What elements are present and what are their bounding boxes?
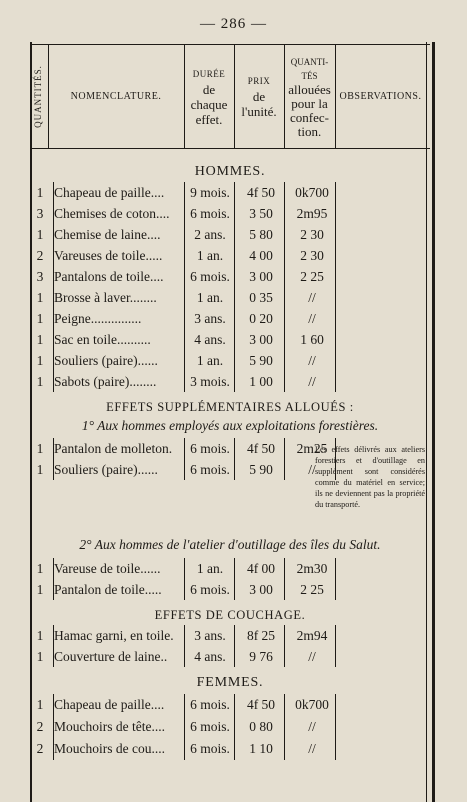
row-quantity: 1 <box>36 185 44 200</box>
header-prix-line: PRIX <box>247 76 271 86</box>
table-row <box>30 329 430 350</box>
header-quantites: QUANTITÉS. <box>32 65 43 128</box>
table-row <box>30 738 430 759</box>
header-prix <box>234 45 284 148</box>
row-quantity: 2 <box>36 741 44 756</box>
row-price: 4f 00 <box>246 561 276 576</box>
row-price: 0 20 <box>249 311 273 326</box>
row-quantity: 1 <box>36 697 44 712</box>
row-item-name: Pantalon de toile..... <box>54 582 162 597</box>
row-duration: 3 ans. <box>194 311 226 326</box>
section-title-hommes: HOMMES. <box>194 164 266 179</box>
row-duration: 6 mois. <box>190 697 230 712</box>
row-allocated: // <box>308 649 316 664</box>
row-allocated: // <box>308 741 316 756</box>
row-allocated: 2m94 <box>296 628 328 643</box>
row-duration: 6 mois. <box>190 269 230 284</box>
row-quantity: 2 <box>36 719 44 734</box>
header-alloc-line: confec- <box>290 109 329 125</box>
row-allocated: // <box>308 290 316 305</box>
header-quantites-allouees <box>284 45 335 148</box>
section-title-femmes: FEMMES. <box>196 675 264 690</box>
row-item-name: Vareuses de toile..... <box>54 248 163 263</box>
row-duration: 4 ans. <box>194 332 226 347</box>
row-duration: 3 mois. <box>190 374 230 389</box>
header-duree-line: effet. <box>195 111 223 127</box>
header-alloc-line: tion. <box>297 123 322 139</box>
row-quantity: 1 <box>36 582 44 597</box>
row-price: 4f 50 <box>246 441 276 456</box>
row-allocated: 2 30 <box>300 248 324 263</box>
row-duration: 6 mois. <box>190 582 230 597</box>
row-quantity: 1 <box>36 332 44 347</box>
header-duree <box>184 45 234 148</box>
table-row <box>30 579 430 600</box>
row-allocated: 2 25 <box>300 582 324 597</box>
table-row <box>30 625 430 646</box>
row-quantity: 2 <box>36 248 44 263</box>
row-item-name: Chapeau de paille.... <box>54 697 165 712</box>
row-item-name: Chapeau de paille.... <box>54 185 165 200</box>
row-item-name: Brosse à laver........ <box>54 290 157 305</box>
table-row <box>30 266 430 287</box>
row-allocated: 1 60 <box>300 332 324 347</box>
row-duration: 6 mois. <box>190 441 230 456</box>
table-row <box>30 245 430 266</box>
row-item-name: Vareuse de toile...... <box>54 561 161 576</box>
row-allocated: 2 30 <box>300 227 324 242</box>
row-duration: 4 ans. <box>194 649 226 664</box>
row-quantity: 1 <box>36 628 44 643</box>
row-item-name: Chemise de laine.... <box>54 227 161 242</box>
row-price: 9 76 <box>249 649 273 664</box>
row-price: 4 00 <box>249 248 273 263</box>
row-price: 3 50 <box>249 206 273 221</box>
row-allocated: // <box>308 374 316 389</box>
row-item-name: Couverture de laine.. <box>54 649 168 664</box>
row-price: 3 00 <box>249 582 273 597</box>
row-duration: 2 ans. <box>194 227 226 242</box>
row-allocated: // <box>308 719 316 734</box>
row-item-name: Pantalon de molleton. <box>54 441 173 456</box>
observation-note: Les effets délivrés aux ateliers forestiers et d'outillage en supplément sont considérés comme du matériel en service; ils ne deviennent pas la propriété du transporté. <box>315 445 425 509</box>
section-title-supplementaires: EFFETS SUPPLÉMENTAIRES ALLOUÉS : <box>106 400 354 414</box>
row-price: 1 10 <box>249 741 273 756</box>
row-duration: 6 mois. <box>190 206 230 221</box>
row-duration: 1 an. <box>196 561 224 576</box>
table-row <box>30 224 430 245</box>
row-price: 4f 50 <box>246 697 276 712</box>
section-title-couchage: EFFETS DE COUCHAGE. <box>154 608 306 622</box>
row-quantity: 1 <box>36 290 44 305</box>
row-duration: 1 an. <box>196 353 224 368</box>
row-quantity: 3 <box>36 269 44 284</box>
row-duration: 1 an. <box>196 290 224 305</box>
row-duration: 6 mois. <box>190 719 230 734</box>
header-alloc-line: pour la <box>291 95 328 111</box>
table-row <box>30 182 430 203</box>
row-quantity: 1 <box>36 227 44 242</box>
header-alloc-line: allouées <box>288 81 331 97</box>
header-duree-line: de <box>202 81 216 97</box>
row-item-name: Peigne............... <box>54 311 142 326</box>
row-price: 0 35 <box>249 290 273 305</box>
row-allocated: 2m95 <box>296 206 328 221</box>
row-duration: 3 ans. <box>194 628 226 643</box>
row-price: 5 90 <box>249 353 273 368</box>
header-alloc-line: TÉS <box>301 70 318 81</box>
row-item-name: Souliers (paire)...... <box>54 462 158 477</box>
row-price: 0 80 <box>249 719 273 734</box>
row-item-name: Mouchoirs de tête.... <box>54 719 165 734</box>
table-row <box>30 646 430 667</box>
row-quantity: 1 <box>36 561 44 576</box>
row-duration: 1 an. <box>196 248 224 263</box>
row-allocated: // <box>308 462 316 477</box>
row-price: 3 00 <box>249 332 273 347</box>
header-prix-line: de <box>252 89 266 104</box>
row-price: 8f 25 <box>246 628 276 643</box>
table-row <box>30 694 430 715</box>
row-item-name: Mouchoirs de cou.... <box>54 741 165 756</box>
row-duration: 9 mois. <box>190 185 230 200</box>
header-prix-line: l'unité. <box>241 104 277 119</box>
row-duration: 6 mois. <box>190 741 230 756</box>
row-allocated: 0k700 <box>295 185 329 200</box>
row-price: 3 00 <box>249 269 273 284</box>
row-price: 1 00 <box>249 374 273 389</box>
table-row <box>30 287 430 308</box>
header-nomenclature: NOMENCLATURE. <box>70 91 162 102</box>
row-allocated: 2 25 <box>300 269 324 284</box>
row-quantity: 1 <box>36 311 44 326</box>
subtitle-outillage: 2° Aux hommes de l'atelier d'outillage des îles du Salut. <box>79 537 381 552</box>
row-duration: 6 mois. <box>190 462 230 477</box>
table-row <box>30 308 430 329</box>
table-row <box>30 716 430 737</box>
row-quantity: 1 <box>36 441 44 456</box>
row-item-name: Sabots (paire)........ <box>54 374 157 389</box>
table-header-rule <box>30 148 430 149</box>
row-price: 4f 50 <box>246 185 276 200</box>
row-allocated: 2m30 <box>296 561 328 576</box>
row-allocated: // <box>308 353 316 368</box>
row-item-name: Souliers (paire)...... <box>54 353 158 368</box>
subtitle-forestieres: 1° Aux hommes employés aux exploitations forestières. <box>81 418 379 433</box>
row-item-name: Pantalons de toile.... <box>54 269 164 284</box>
header-duree-line: DURÉE <box>192 68 226 79</box>
table-row <box>30 371 430 392</box>
row-price: 5 80 <box>249 227 273 242</box>
row-quantity: 1 <box>36 649 44 664</box>
header-duree-line: chaque <box>190 96 228 112</box>
row-quantity: 1 <box>36 374 44 389</box>
table-row <box>30 203 430 224</box>
row-price: 5 90 <box>249 462 273 477</box>
row-item-name: Sac en toile.......... <box>54 332 151 347</box>
row-allocated: // <box>308 311 316 326</box>
row-allocated: 0k700 <box>295 697 329 712</box>
header-observations: OBSERVATIONS. <box>339 91 422 102</box>
row-item-name: Hamac garni, en toile. <box>54 628 174 643</box>
header-alloc-line: QUANTI- <box>290 56 329 67</box>
row-quantity: 1 <box>36 353 44 368</box>
table-row <box>30 558 430 579</box>
row-quantity: 3 <box>36 206 44 221</box>
table-row <box>30 350 430 371</box>
row-quantity: 1 <box>36 462 44 477</box>
page-number: — 286 — <box>200 16 267 32</box>
row-item-name: Chemises de coton.... <box>54 206 170 221</box>
row-allocated: 2m25 <box>296 441 328 456</box>
